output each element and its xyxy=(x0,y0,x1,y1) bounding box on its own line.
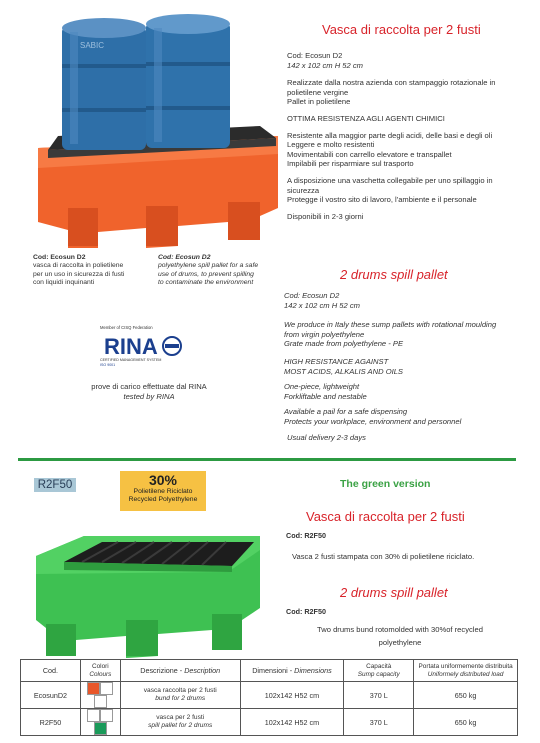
header-description-en: Description xyxy=(184,666,221,675)
color-swatch xyxy=(100,682,113,695)
tested-italian: prove di carico effettuate dal RINA xyxy=(91,382,207,391)
rina-certification-logo xyxy=(98,323,190,367)
header-colors-it: Colori xyxy=(92,663,109,671)
cell-dimensions: 102x142 H52 cm xyxy=(240,709,344,736)
green-version-heading: The green version xyxy=(340,478,431,490)
text-line: Resistente alla maggior parte degli acidi, delle basi e degli oli xyxy=(287,130,493,140)
cert-member-text: Member of CISQ Federation xyxy=(100,325,153,330)
text-line: polietilene vergine xyxy=(287,87,349,97)
cert-iso-text: ISO 9001 xyxy=(100,363,116,367)
text-line: Two drums bund rotomolded with 30%of recycled xyxy=(317,625,483,634)
header-capacity-en: Sump capacity xyxy=(357,670,400,678)
title-english-r2f50: 2 drums spill pallet xyxy=(340,585,448,600)
cell-capacity: 370 L xyxy=(344,682,414,709)
cell-colors xyxy=(80,709,120,736)
cell-dimensions: 102x142 H52 cm xyxy=(240,682,344,709)
recycled-italian: Polietilene Riciclato xyxy=(133,488,193,495)
caption-line: to contaminate the environment xyxy=(158,279,254,287)
text-line: Forkliftable and nestable xyxy=(284,391,367,401)
text-line: HIGH RESISTANCE AGAINST xyxy=(284,356,389,366)
text-line: sicurezza xyxy=(287,185,320,195)
code-r2f50-it: Cod: R2F50 xyxy=(286,531,326,540)
header-load-it: Portata uniformemente distribuita xyxy=(418,663,513,671)
table-row xyxy=(21,709,518,736)
text-line: OTTIMA RESISTENZA AGLI AGENTI CHIMICI xyxy=(287,113,445,123)
text-line: One-piece, lightweight xyxy=(284,382,360,392)
text-line: MOST ACIDS, ALKALIS AND OILS xyxy=(284,366,404,376)
header-code: Cod. xyxy=(21,660,81,682)
description-r2f50-it: Vasca 2 fusti stampata con 30% di polietilene riciclato. xyxy=(292,552,475,561)
cell-description xyxy=(120,682,240,709)
header-colors-en: Colours xyxy=(89,670,112,678)
drum-label: SABIC xyxy=(80,41,105,50)
text-line: We produce in Italy these sump pallets with rotational moulding xyxy=(284,320,497,330)
header-dimensions-it: Dimensioni - xyxy=(252,666,295,675)
orange-spill-pallet-image xyxy=(28,8,290,248)
header-load xyxy=(414,660,518,682)
section-divider xyxy=(18,458,516,461)
color-swatch xyxy=(100,709,113,722)
header-dimensions xyxy=(240,660,344,682)
recycled-english: Recycled Polyethylene xyxy=(128,496,198,503)
text-line: Protects your workplace, environment and personnel xyxy=(284,416,462,426)
tested-english: tested by RINA xyxy=(123,391,175,401)
caption-italian xyxy=(33,254,153,288)
caption-code: Cod: Ecosun D2 xyxy=(33,254,86,261)
text-line: Impilabili per risparmiare sul trasporto xyxy=(287,159,414,169)
cell-description-en: spill pallet for 2 drums xyxy=(148,722,213,729)
code-line: Cod: Ecosun D2 xyxy=(284,291,340,300)
text-line: Usual delivery 2-3 days xyxy=(287,432,366,442)
text-line: Available a pail for a safe dispensing xyxy=(284,407,408,417)
recycled-percentage: 30% xyxy=(148,472,178,488)
cert-sub-text: CERTIFIED MANAGEMENT SYSTEM xyxy=(100,358,162,362)
title-english: 2 drums spill pallet xyxy=(340,267,448,282)
dimensions-line: 142 x 102 cm H 52 cm xyxy=(284,300,360,310)
specification-table xyxy=(20,659,518,736)
dimensions-line: 142 x 102 cm H 52 cm xyxy=(287,60,363,70)
cell-load: 650 kg xyxy=(414,682,518,709)
table-header-row xyxy=(21,660,518,682)
cell-colors xyxy=(80,682,120,709)
tested-by-rina xyxy=(74,382,224,401)
green-spill-pallet-image xyxy=(28,528,268,658)
code-line: Cod: Ecosun D2 xyxy=(287,51,343,60)
color-swatch xyxy=(94,722,107,735)
english-description xyxy=(284,291,524,442)
color-swatch xyxy=(94,695,107,708)
cell-code: R2F50 xyxy=(21,709,81,736)
text-line: Protegge il vostro sito di lavoro, l'ambiente e il personale xyxy=(287,195,477,205)
header-capacity xyxy=(344,660,414,682)
caption-english xyxy=(158,254,278,288)
cell-description xyxy=(120,709,240,736)
caption-code: Cod: Ecosun D2 xyxy=(158,254,211,261)
cell-load: 650 kg xyxy=(414,709,518,736)
color-swatch xyxy=(87,682,100,695)
code-r2f50-en: Cod: R2F50 xyxy=(286,607,326,616)
product-code-badge: R2F50 xyxy=(34,478,76,492)
text-line: A disposizione una vaschetta collegabile per uno spillaggio in xyxy=(287,175,493,185)
header-dimensions-en: Dimensions xyxy=(294,666,332,675)
cell-description-it: vasca raccolta per 2 fusti xyxy=(143,687,217,695)
header-colors xyxy=(80,660,120,682)
text-line: Disponibili in 2-3 giorni xyxy=(287,211,364,221)
text-line: Grate made from polyethylene - PE xyxy=(284,339,404,349)
cell-description-it: vasca per 2 fusti xyxy=(156,714,205,722)
text-line: Leggere e molto resistenti xyxy=(287,140,375,150)
text-line: Pallet in polietilene xyxy=(287,97,351,107)
caption-line: use of drums, to prevent spilling xyxy=(158,270,254,278)
text-line: from virgin polyethylene xyxy=(284,329,365,339)
cell-capacity: 370 L xyxy=(344,709,414,736)
caption-line: per un uso in sicurezza di fusti xyxy=(33,270,125,278)
caption-line: polyethylene spill pallet for a safe xyxy=(158,262,259,270)
header-capacity-it: Capacità xyxy=(366,663,392,671)
title-italian-r2f50: Vasca di raccolta per 2 fusti xyxy=(306,509,465,524)
caption-line: con liquidi inquinanti xyxy=(33,279,95,287)
header-description xyxy=(120,660,240,682)
cell-description-en: bund for 2 drums xyxy=(155,695,206,702)
title-italian: Vasca di raccolta per 2 fusti xyxy=(322,22,481,37)
text-line: Movimentabili con carrello elevatore e transpallet xyxy=(287,149,452,159)
header-description-it: Descrizione - xyxy=(140,666,185,675)
header-load-en: Uniformely distributed load xyxy=(427,670,504,678)
table-row xyxy=(21,682,518,709)
recycled-label xyxy=(120,471,206,511)
cell-code: EcosunD2 xyxy=(21,682,81,709)
description-r2f50-en xyxy=(300,624,500,649)
color-swatch xyxy=(87,709,100,722)
text-line: polyethylene xyxy=(378,637,422,647)
rina-wordmark: RINA xyxy=(104,334,158,359)
italian-description xyxy=(287,51,527,221)
caption-line: vasca di raccolta in polietilene xyxy=(33,262,124,270)
text-line: Realizzate dalla nostra azienda con stampaggio rotazionale in xyxy=(287,78,496,88)
